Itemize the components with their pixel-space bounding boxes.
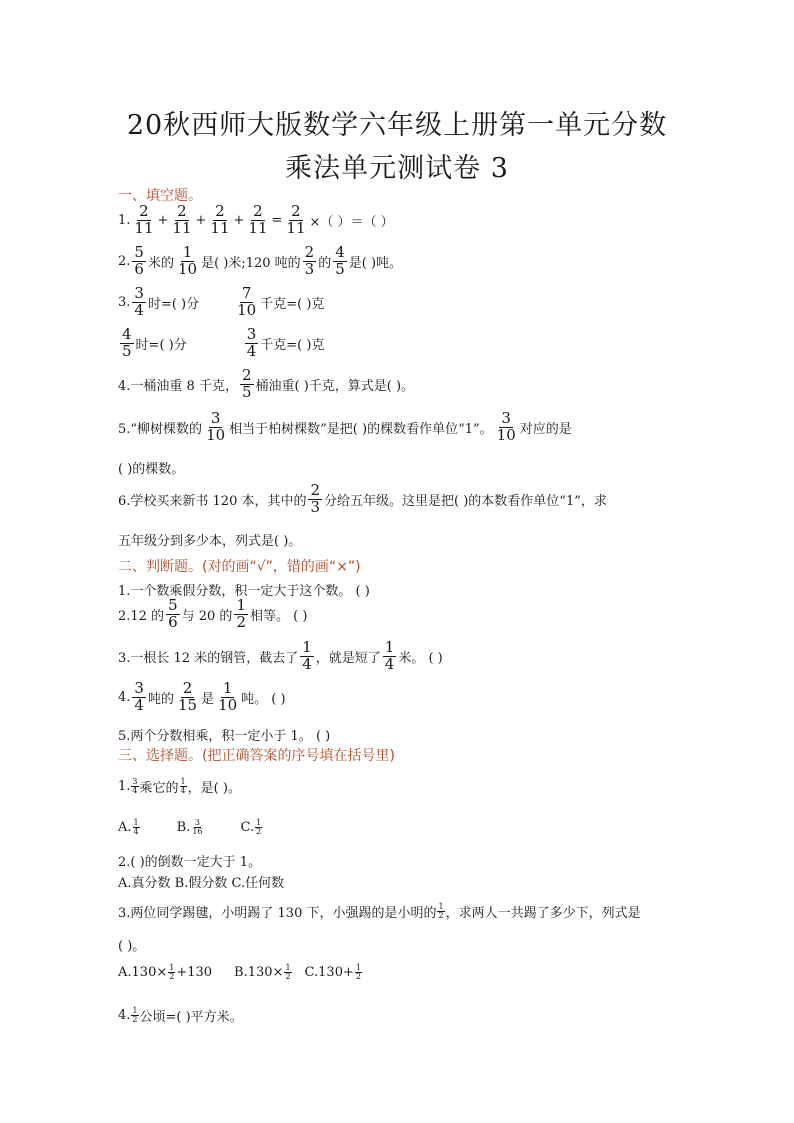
choice-question-3: 3.两位同学踢毽，小明踢了 130 下，小强踢的是小明的 $\frac{1}{2}$ ，求两人一共踢了多少下，列式是 [118,901,641,921]
fraction: $\frac{5}{6}$ [168,596,178,631]
fraction: $\frac{4}{5}$ [335,243,345,278]
question-1-5: 5.“柳树棵数的 $\frac{3}{10}$ 相当于柏树棵数”是把( )的棵数看作单位“1”。 $\frac{3}{10}$ 对应的是 [118,409,572,444]
fraction: $\frac{1}{2}$ [256,818,262,837]
fraction: $\frac{1}{2}$ [285,963,291,982]
fraction: $\frac{3}{10}$ [496,409,516,444]
fraction: $\frac{5}{6}$ [134,243,144,278]
fraction: $\frac{3}{4}$ [134,679,144,714]
page-title-line-2: 乘法单元测试卷 3 [285,153,509,184]
fraction: $\frac{1}{4}$ [384,638,395,673]
fraction: $\frac{3}{4}$ [246,325,257,360]
fraction: $\frac{3}{4}$ [134,284,144,319]
option-a: A. [118,820,132,836]
option-c: C. [240,820,255,836]
choice-question-2-options: A.真分数 B.假分数 C.任何数 [118,876,285,891]
choice-question-4: 4. $\frac{1}{2}$ 公顷=( )平方米。 [118,1005,243,1025]
fraction: $\frac{7}{10}$ [237,284,257,319]
fraction: $\frac{1}{10}$ [177,243,198,278]
fraction: $\frac{2}{5}$ [241,366,252,401]
option-b: B. [176,820,191,836]
section-heading-multiple-choice: 三、选择题。(把正确答案的序号填在括号里) [118,748,395,764]
fraction: $\frac{3}{16}$ [192,818,203,837]
section-heading-true-false: 二、判断题。(对的画“√”，错的画“×”) [118,559,361,575]
fraction: $\frac{1}{10}$ [218,679,238,714]
fraction: $\frac{2}{11}$ [248,202,268,237]
fraction: $\frac{1}{2}$ [169,963,175,982]
fraction: $\frac{2}{3}$ [310,481,321,516]
choice-question-3-options: A.130× $\frac{1}{2}$ +130 B.130× $\frac{1}{2}$ C.130+ $\frac{1}{2}$ [118,963,361,982]
fraction: $\frac{1}{4}$ [180,776,186,795]
fraction: $\frac{1}{4}$ [302,638,312,673]
fraction: $\frac{2}{3}$ [304,243,315,278]
judge-question-4: 4. $\frac{3}{4}$ 吨的 $\frac{2}{15}$ 是 $\frac{1}{10}$ 吨。 ( ) [118,679,286,714]
question-1-1: 1. $\frac{2}{11}$ + $\frac{2}{11}$ + $\frac{2}{11}$ + $\frac{2}{11}$ = $\frac{2}{11}$ ×（ ）＝（ ） [118,202,394,237]
question-1-5-cont: ( )的棵数。 [118,462,185,477]
fraction: $\frac{1}{2}$ [132,1005,138,1024]
judge-question-3: 3.一根长 12 米的钢管，截去了 $\frac{1}{4}$ ，就是短了 $\frac{1}{4}$ 米。 ( ) [118,638,443,673]
fraction: $\frac{1}{2}$ [355,963,361,982]
fraction: $\frac{1}{2}$ [438,901,444,920]
fraction: $\frac{2}{11}$ [210,202,230,237]
fraction: $\frac{2}{15}$ [177,679,198,714]
question-1-6-cont: 五年级分到多少本，列式是( )。 [118,534,302,549]
fraction: $\frac{1}{4}$ [133,818,139,837]
question-1-6: 6.学校买来新书 120 本，其中的 $\frac{2}{3}$ 分给五年级。这里是把( )的本数看作单位“1”，求 [118,481,607,516]
fraction: $\frac{2}{11}$ [172,202,192,237]
fraction: $\frac{2}{11}$ [134,202,154,237]
question-1-3a: 3. $\frac{3}{4}$ 时=( )分 $\frac{7}{10}$ 千克=( )克 [118,284,325,319]
page-title-line-1: 20秋西师大版数学六年级上册第一单元分数 [126,110,668,141]
fraction: $\frac{4}{5}$ [122,325,132,360]
choice-question-3-cont: ( )。 [118,939,146,954]
fraction: $\frac{3}{4}$ [132,776,138,795]
question-1-3b: $\frac{4}{5}$ 时=( )分 $\frac{3}{4}$ 千克=( )克 [122,325,325,360]
question-1-2: 2. $\frac{5}{6}$ 米的 $\frac{1}{10}$ 是( )米;120 吨的 $\frac{2}{3}$ 的 $\frac{4}{5}$ 是( )吨。 [118,243,403,278]
fraction: $\frac{1}{2}$ [236,596,246,631]
judge-question-5: 5.两个分数相乘，积一定小于 1。 ( ) [118,729,331,744]
judge-question-2: 2.12 的 $\frac{5}{6}$ 与 20 的 $\frac{1}{2}$ 相等。 ( ) [118,596,308,631]
judge-question-1: 1.一个数乘假分数，积一定大于这个数。 ( ) [118,584,370,599]
fraction: $\frac{3}{10}$ [206,409,226,444]
question-1-4: 4.一桶油重 8 千克， $\frac{2}{5}$ 桶油重( )千克，算式是( )。 [118,366,415,401]
fraction: $\frac{2}{11}$ [286,202,306,237]
question-number: 1. [118,212,131,228]
choice-question-2: 2.( )的倒数一定大于 1。 [118,855,262,870]
choice-question-1: 1. $\frac{3}{4}$ 乘它的 $\frac{1}{4}$ ，是( )。 [118,776,241,796]
choice-question-1-options [118,819,263,837]
section-heading-fill-blank: 一、填空题。 [118,188,202,204]
